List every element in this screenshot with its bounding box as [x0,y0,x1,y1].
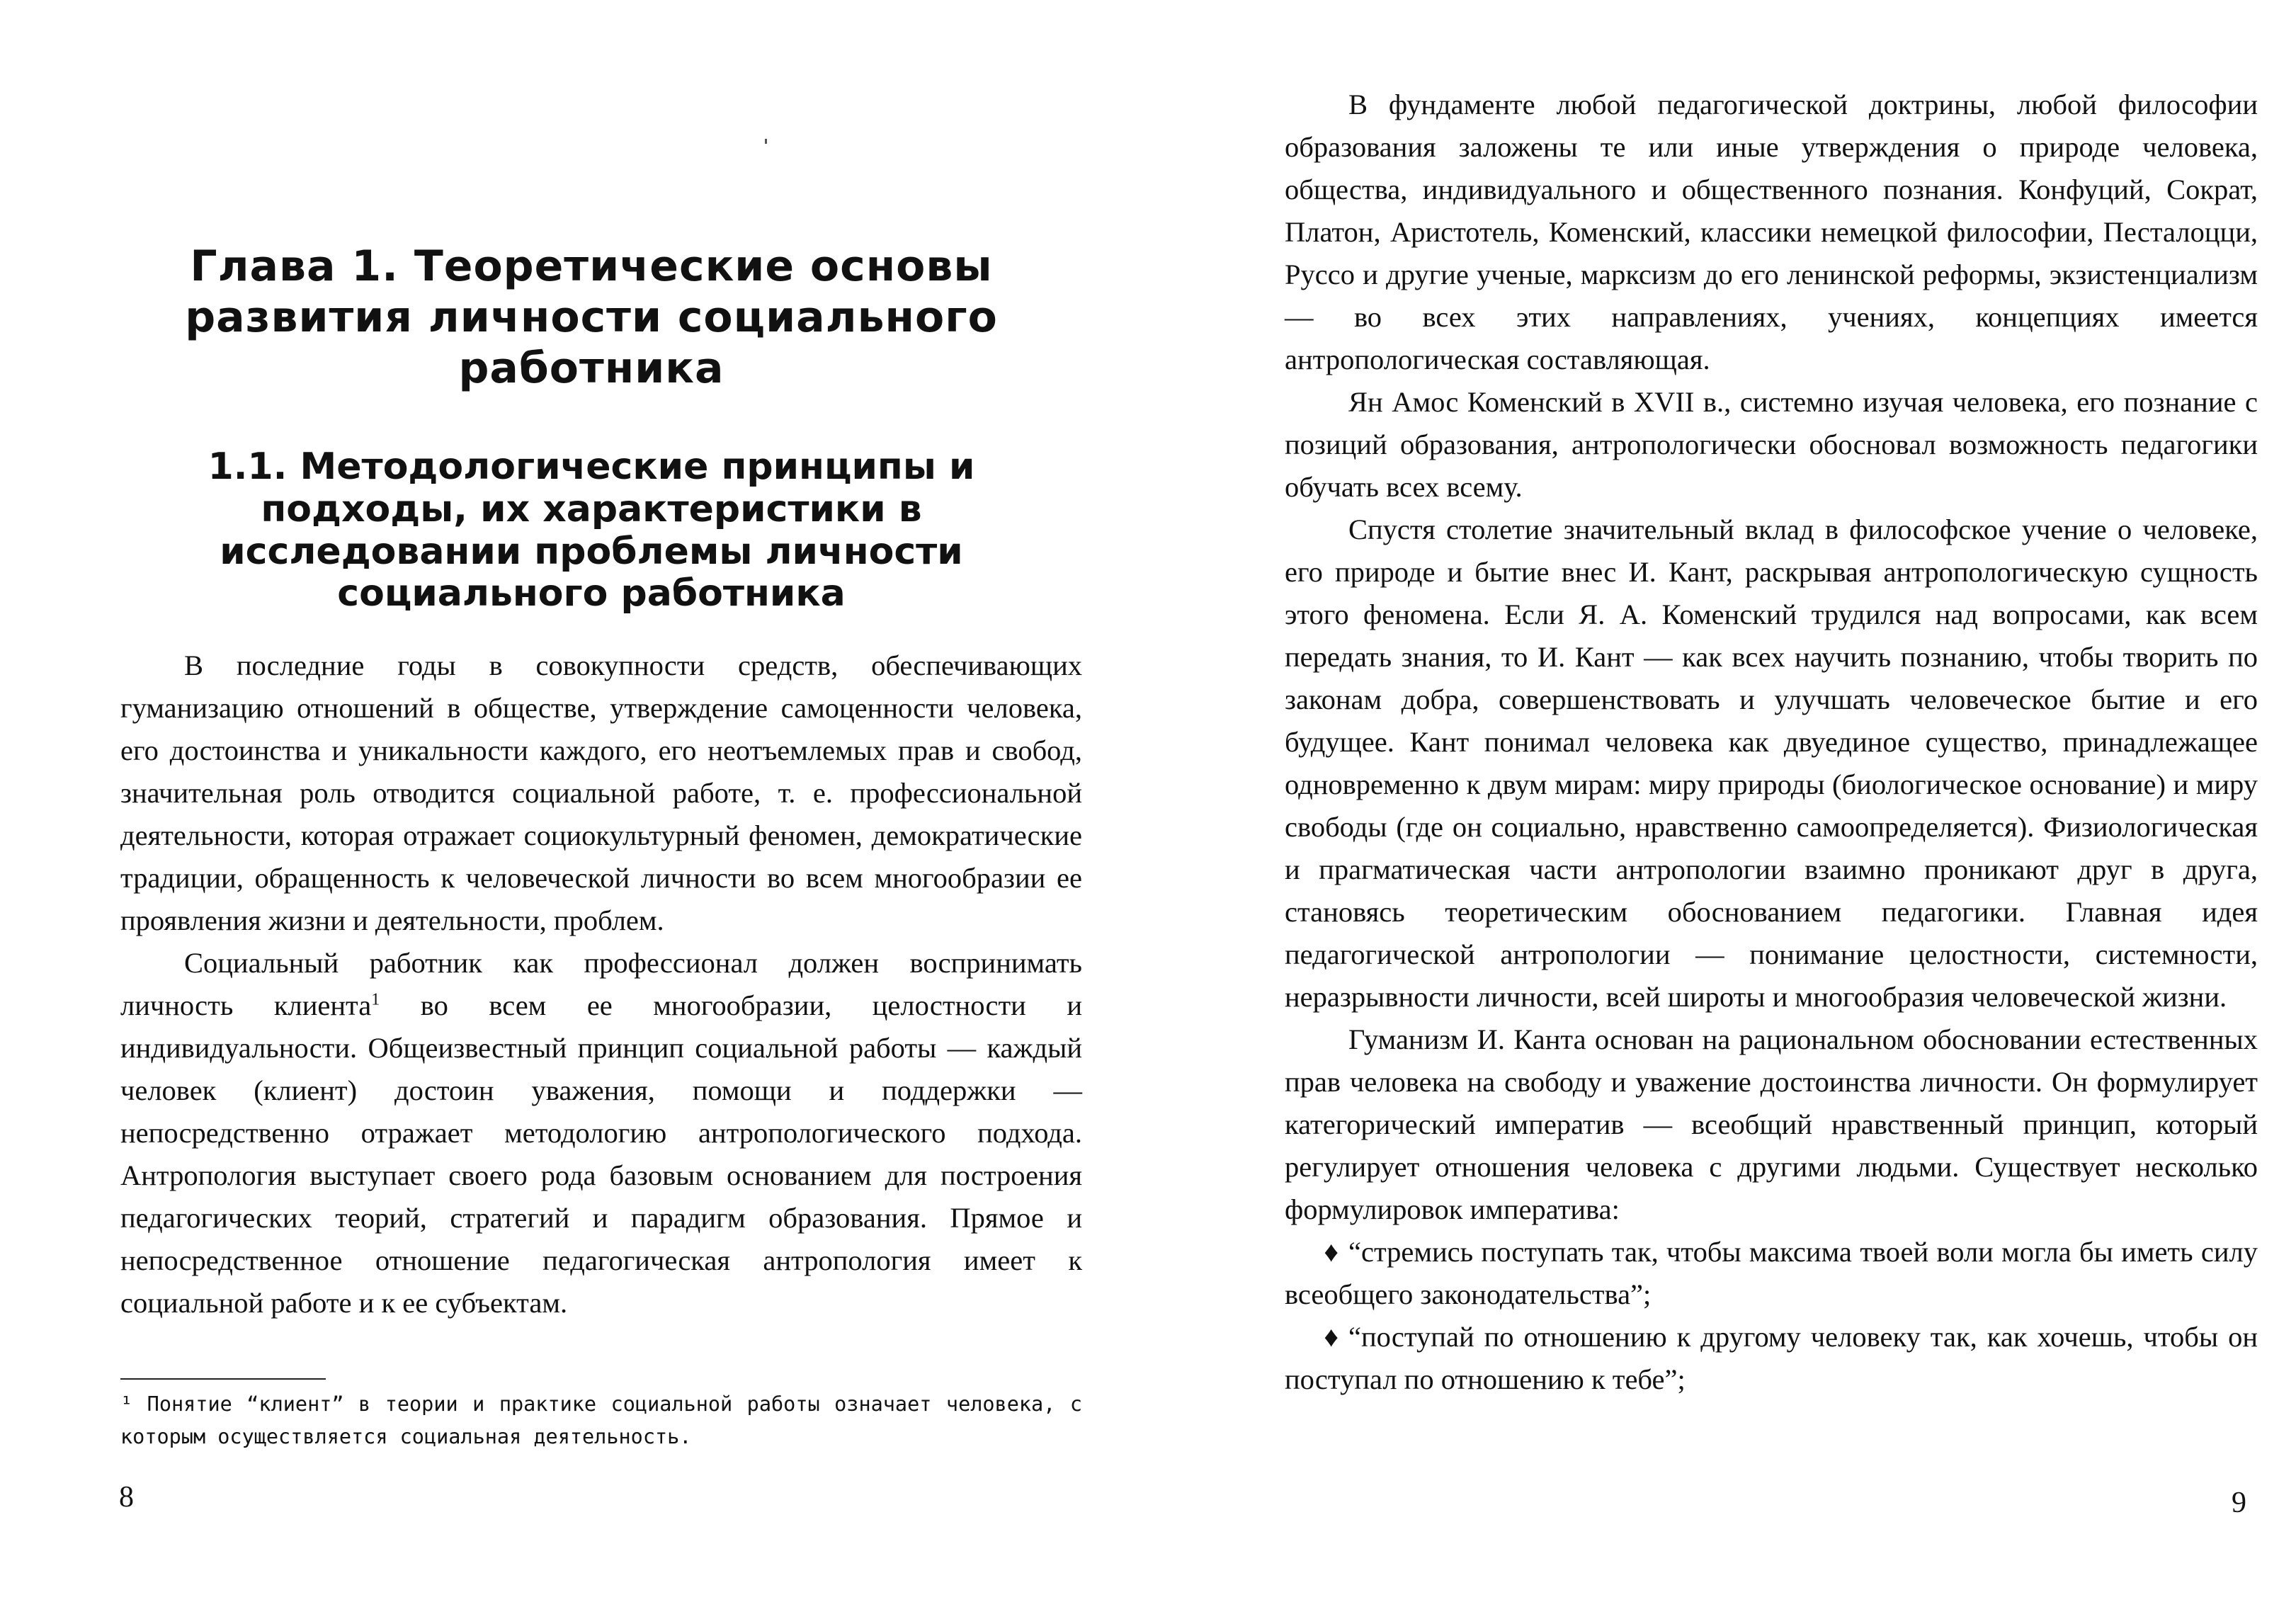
paragraph-text: Социальный работник как профессионал должен воспринимать личность клиента [120,947,1082,1021]
paragraph: В фундаменте любой педагогической доктрины, любой философии образования заложены те или иные утверждения о природе человека, общества, индивидуального и общественного познания. Конфуций, Сократ, Платон, Аристотель, Коменский, классики немецкой философии, Песталоцци, Руссо и другие ученые, марксизм до его ленинской реформы, экзистенциализм — во всех этих направлениях, учениях, концепциях имеется антропологическая составляющая. [1285,89,2258,375]
paragraph-with-footnote-ref [120,942,1082,1324]
left-body-text [120,644,1082,1324]
page-number-right: 9 [2232,1487,2246,1519]
bullet-item [1285,1316,2258,1401]
bullet-diamond-icon: ♦ [1324,1236,1339,1268]
scan-speck [765,139,767,144]
chapter-title: Глава 1. Теоретические основы развития личности социального работника [185,242,998,393]
page-number-left: 8 [119,1481,134,1514]
footnote-divider [120,1378,326,1380]
footnote-marker: 1 [371,990,380,1009]
section-title: 1.1. Методологические принципы и подходы, их характеристики в исследовании проблемы личности социального работника [208,445,975,615]
bullet-diamond-icon: ♦ [1324,1321,1339,1353]
bullet-text: “стремись поступать так, чтобы максима твоей воли могла бы иметь силу всеобщего законодательства”; [1285,1236,2258,1310]
footnote: ¹ Понятие “клиент” в теории и практике социальной работы означает человека, с которым осуществляется социальная деятельность. [120,1392,1082,1448]
paragraph: Спустя столетие значительный вклад в философское учение о человеке, его природе и бытие внес И. Кант, раскрывая антропологическую сущность этого феномена. Если Я. А. Коменский трудился над вопросами, как всем передать знания, то И. Кант — как всех научить познанию, чтобы творить по законам добра, совершенствовать и улучшать человеческое бытие и его будущее. Кант понимал человека как двуединое существо, принадлежащее одновременно к двум мирам: миру природы (биологическое основание) и миру свободы (где он социально, нравственно самоопределяется). Физиологическая и прагматическая части антропологии взаимно проникают друг в друга, становясь теоретическим обоснованием педагогики. Главная идея педагогической антропологии — понимание целостности, системности, неразрывности личности, всей широты и многообразия человеческой жизни. [1285,513,2258,1013]
paragraph: В последние годы в совокупности средств, обеспечивающих гуманизацию отношений в обществе, утверждение самоценности человека, его достоинства и уникальности каждого, его неотъемлемых прав и свобод, значительная роль отводится социальной работе, т. е. профессиональной деятельности, которая отражает социокультурный феномен, демократические традиции, обращенность к человеческой личности во всем многообразии ее проявления жизни и деятельности, проблем. [120,649,1082,936]
paragraph: Гуманизм И. Канта основан на рациональном обосновании естественных прав человека на свободу и уважение достоинства личности. Он формулирует категорический императив — всеобщий нравственный принцип, который регулирует отношения человека с другими людьми. Существует несколько формулировок императива: [1285,1023,2258,1225]
right-page [1148,0,2296,1607]
paragraph-text: во всем ее многообразии, целостности и индивидуальности. Общеизвестный принцип социальной работы — каждый человек (клиент) достоин уважения, помощи и поддержки — непосредственно отражает методологию антропологического подхода. Антропология выступает своего рода базовым основанием для построения педагогических теорий, стратегий и парадигм образования. Прямое и непосредственное отношение педагогическая антропология имеет к социальной работе и к ее субъектам. [120,989,1083,1319]
bullet-text: “поступай по отношению к другому человеку так, как хочешь, чтобы он поступал по отношению к тебе”; [1285,1321,2258,1395]
right-body-text [1285,84,2258,1401]
bullet-item [1285,1231,2258,1316]
paragraph: Ян Амос Коменский в XVII в., системно изучая человека, его познание с позиций образования, антропологически обосновал возможность педагогики обучать всех всему. [1285,386,2258,503]
